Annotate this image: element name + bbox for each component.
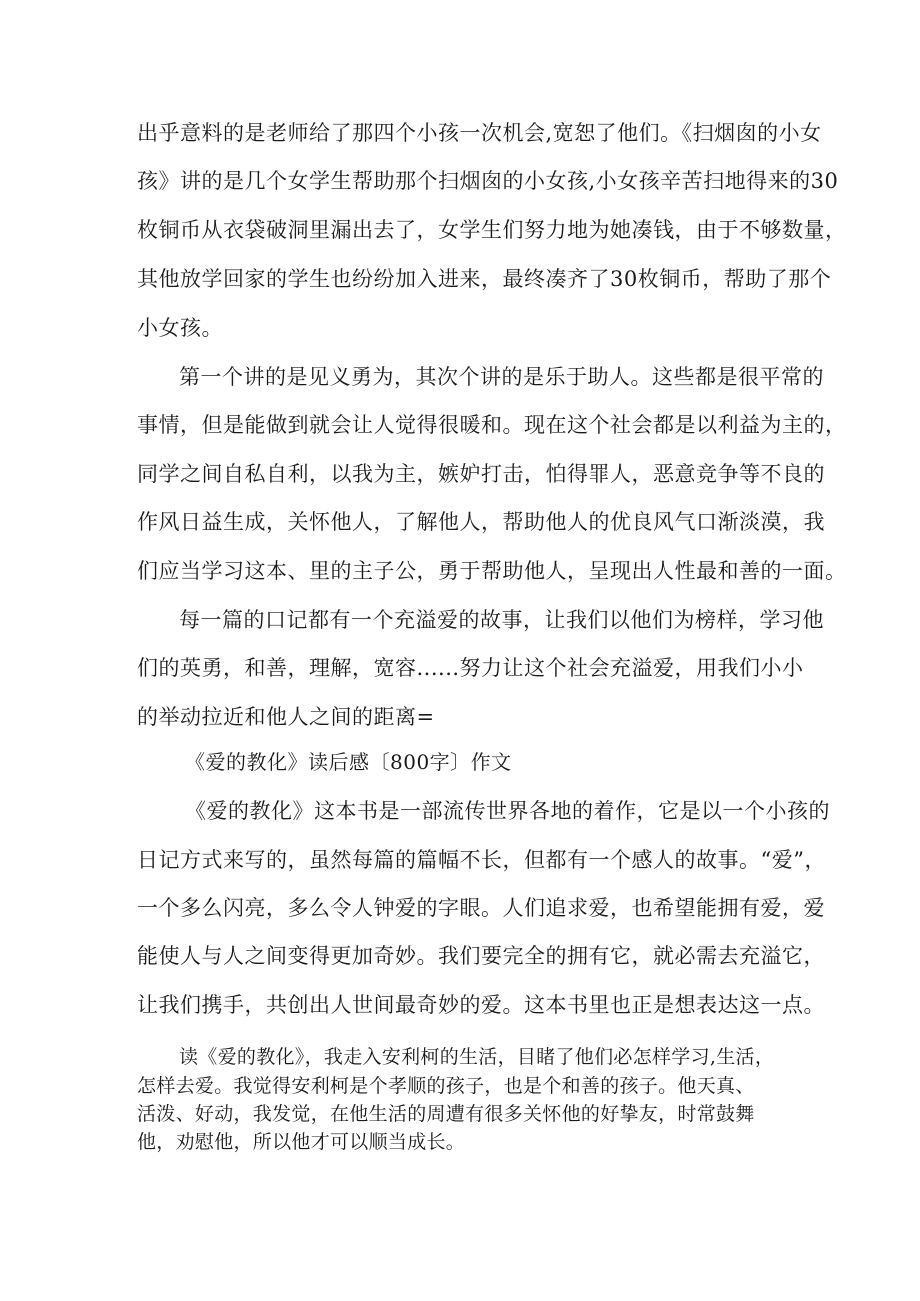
paragraph-6-line-2: 怎样去爱。我觉得安利柯是个孝顺的孩子，也是个和善的孩子。他天真、 bbox=[137, 1075, 755, 1097]
paragraph-1-line-1: 出乎意料的是老师给了那四个小孩一次机会,宽恕了他们。《扫烟囱的小女 bbox=[137, 121, 822, 145]
paragraph-5-line-3: 一个多么闪亮，多么令人钟爱的字眼。人们追求爱，也希望能拥有爱，爱 bbox=[137, 896, 825, 920]
paragraph-5-line-1: 《爱的教化》这本书是一部流传世界各地的着作，它是以一个小孩的 bbox=[185, 799, 830, 823]
paragraph-2-line-2: 事情，但是能做到就会让人觉得很暖和。现在这个社会都是以利益为主的， bbox=[137, 413, 847, 437]
paragraph-2-line-3: 同学之间自私自利，以我为主，嫉妒打击，怕得罪人，恶意竞争等不良的 bbox=[137, 462, 825, 486]
paragraph-6-line-1: 读《爱的教化》，我走入安利柯的生活，目睹了他们必怎样学习,生活， bbox=[179, 1046, 775, 1068]
paragraph-5-line-4: 能使人与人之间变得更加奇妙。我们要完全的拥有它，就必需去充溢它， bbox=[137, 944, 825, 968]
paragraph-3-line-2: 们的英勇，和善，理解，宽容......努力让这个社会充溢爱，用我们小小 bbox=[137, 656, 804, 680]
paragraph-5-line-2: 日记方式来写的，虽然每篇的篇幅不长，但都有一个感人的故事。“爱”， bbox=[137, 848, 826, 872]
paragraph-1-line-5: 小女孩。 bbox=[137, 316, 223, 340]
paragraph-6-line-3: 活泼、好动，我发觉，在他生活的周遭有很多关怀他的好挚友，时常鼓舞 bbox=[137, 1103, 755, 1125]
paragraph-1-line-3: 枚铜币从衣袋破洞里漏出去了，女学生们努力地为她凑钱，由于不够数量， bbox=[137, 218, 847, 242]
paragraph-3-line-1: 每一篇的口记都有一个充溢爱的故事，让我们以他们为榜样，学习他 bbox=[179, 608, 824, 632]
paragraph-1-line-4: 其他放学回家的学生也纷纷加入进来，最终凑齐了30枚铜币，帮助了那个 bbox=[137, 267, 832, 291]
paragraph-2-line-1: 第一个讲的是见义勇为，其次个讲的是乐于助人。这些都是很平常的 bbox=[179, 365, 824, 389]
essay-title: 《爱的教化》读后感〔800字〕作文 bbox=[185, 750, 512, 774]
paragraph-3-line-3: 的举动拉近和他人之间的距离= bbox=[137, 705, 435, 729]
paragraph-1-line-2: 孩》讲的是几个女学生帮助那个扫烟囱的小女孩,小女孩辛苦扫地得来的30 bbox=[137, 169, 839, 193]
paragraph-2-line-5: 们应当学习这本、里的主子公，勇于帮助他人，呈现出人性最和善的一面。 bbox=[137, 559, 847, 583]
paragraph-6-line-4: 他，劝慰他，所以他才可以顺当成长。 bbox=[137, 1131, 466, 1153]
paragraph-5-line-5: 让我们携手，共创出人世间最奇妙的爱。这本书里也正是想表达这一点。 bbox=[137, 993, 825, 1017]
paragraph-2-line-4: 作风日益生成，关怀他人，了解他人，帮助他人的优良风气口渐淡漠，我 bbox=[137, 510, 825, 534]
